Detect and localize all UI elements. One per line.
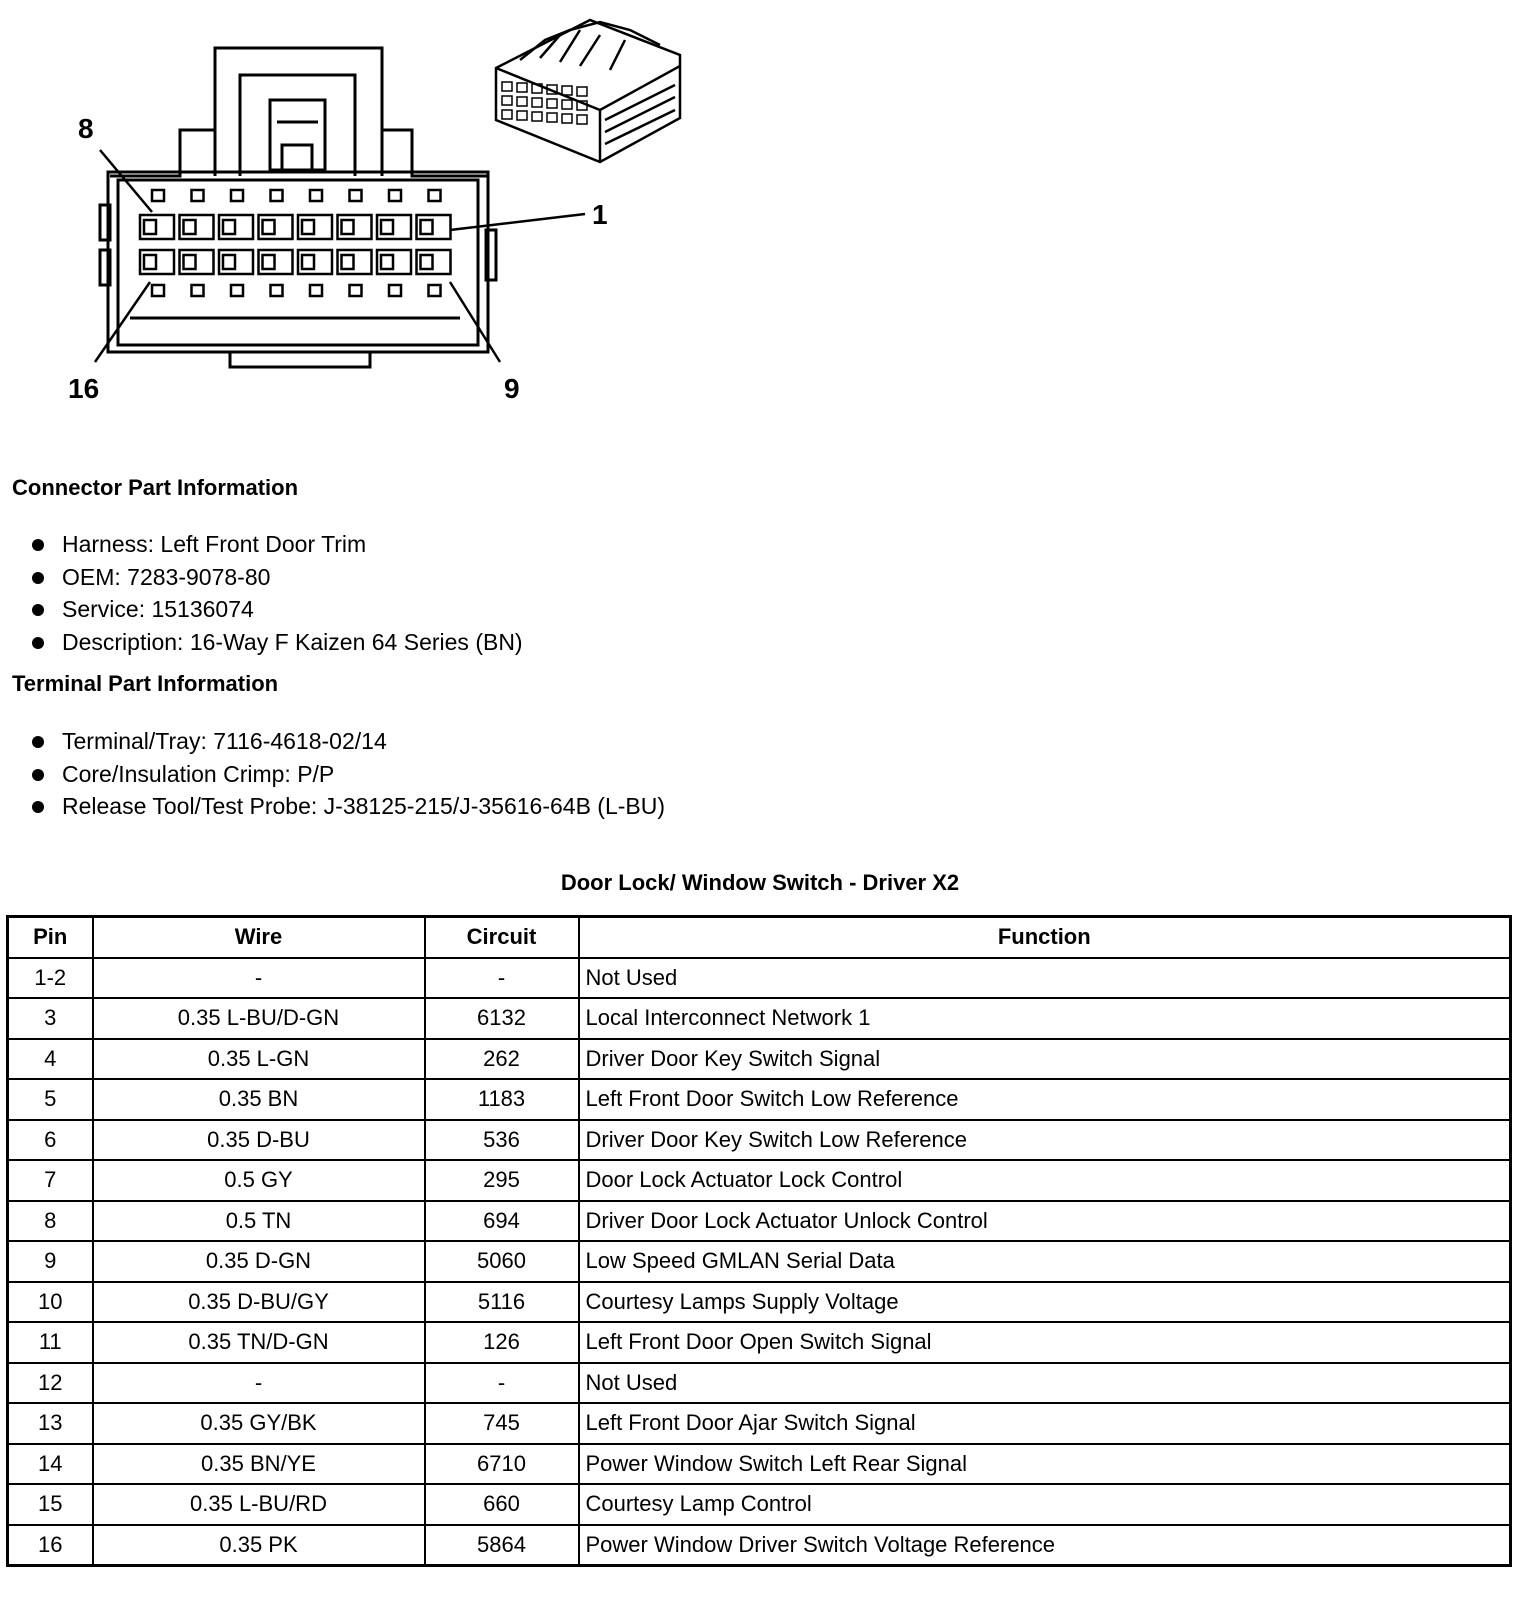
cavity-3d (547, 113, 557, 122)
cavity (381, 220, 393, 234)
table-title: Door Lock/ Window Switch - Driver X2 (560, 870, 960, 895)
table-header-row (8, 917, 1511, 958)
cavity (192, 285, 204, 296)
cell-pin: 1-2 (8, 958, 93, 999)
cell-pin: 3 (8, 998, 93, 1039)
cavity-3d (562, 86, 572, 95)
cell-function: Left Front Door Ajar Switch Signal (579, 1403, 1511, 1444)
cavity (421, 220, 433, 234)
table-row (8, 1444, 1511, 1485)
table-row (8, 1201, 1511, 1242)
table-row (8, 1484, 1511, 1525)
cell-function: Courtesy Lamp Control (579, 1484, 1511, 1525)
cell-wire: 0.35 TN/D-GN (93, 1322, 425, 1363)
cavity (144, 220, 156, 234)
table-row (8, 958, 1511, 999)
cell-pin: 15 (8, 1484, 93, 1525)
table-row (8, 1403, 1511, 1444)
table-row (8, 1241, 1511, 1282)
cavity-3d (502, 96, 512, 105)
cell-wire: 0.35 L-BU/D-GN (93, 998, 425, 1039)
list-item (30, 593, 523, 626)
cell-function: Driver Door Key Switch Low Reference (579, 1120, 1511, 1161)
cell-pin: 4 (8, 1039, 93, 1080)
cell-pin: 8 (8, 1201, 93, 1242)
cavity (389, 190, 401, 201)
terminal-cavities (140, 190, 451, 296)
cell-wire: 0.35 L-GN (93, 1039, 425, 1080)
cavity (184, 255, 196, 269)
pin-label-8: 8 (78, 113, 94, 144)
table-row (8, 1079, 1511, 1120)
cell-circuit: 262 (425, 1039, 579, 1080)
table-row (8, 1363, 1511, 1404)
cell-circuit: 6710 (425, 1444, 579, 1485)
list-item (30, 758, 665, 791)
connector-face (100, 48, 496, 367)
cell-function: Low Speed GMLAN Serial Data (579, 1241, 1511, 1282)
cell-function: Courtesy Lamps Supply Voltage (579, 1282, 1511, 1323)
table-row (8, 1120, 1511, 1161)
cell-wire: 0.35 L-BU/RD (93, 1484, 425, 1525)
list-item-text: OEM: 7283-9078-80 (62, 563, 271, 590)
bullet-icon (32, 572, 44, 584)
list-item-text: Harness: Left Front Door Trim (62, 531, 367, 557)
cell-pin: 14 (8, 1444, 93, 1485)
cavity (350, 190, 362, 201)
list-item (30, 626, 523, 659)
cell-circuit: - (425, 958, 579, 999)
cavity (342, 255, 354, 269)
cavity (152, 285, 164, 296)
table-row (8, 1322, 1511, 1363)
cell-wire: 0.35 PK (93, 1525, 425, 1566)
bullet-icon (32, 736, 44, 748)
list-item (30, 790, 665, 823)
cell-wire: 0.35 BN/YE (93, 1444, 425, 1485)
cell-pin: 13 (8, 1403, 93, 1444)
cell-wire: 0.35 BN (93, 1079, 425, 1120)
cell-pin: 12 (8, 1363, 93, 1404)
cavity (263, 255, 275, 269)
cell-circuit: 5864 (425, 1525, 579, 1566)
cavity (342, 220, 354, 234)
cavity-3d (517, 83, 527, 92)
cavity (223, 220, 235, 234)
cell-pin: 6 (8, 1120, 93, 1161)
connector-part-info-list (30, 528, 523, 658)
cavity (144, 255, 156, 269)
column-header-function: Function (579, 917, 1511, 958)
cavity (421, 255, 433, 269)
cavity (192, 190, 204, 201)
cavity (263, 220, 275, 234)
cavity-3d (502, 82, 512, 91)
cavity (310, 190, 322, 201)
cell-circuit: 295 (425, 1160, 579, 1201)
cell-function: Driver Door Key Switch Signal (579, 1039, 1511, 1080)
cavity-3d (562, 114, 572, 123)
list-item (30, 561, 523, 594)
cell-function: Driver Door Lock Actuator Unlock Control (579, 1201, 1511, 1242)
cavity-3d (517, 97, 527, 106)
cell-circuit: 5116 (425, 1282, 579, 1323)
bullet-icon (32, 769, 44, 781)
cavity-3d (577, 115, 587, 124)
cell-circuit: 745 (425, 1403, 579, 1444)
cavity-3d (502, 110, 512, 119)
cavity (310, 285, 322, 296)
terminal-part-info-list (30, 725, 665, 823)
cavity-3d (517, 111, 527, 120)
list-item-text: Terminal/Tray: 7116-4618-02/14 (62, 728, 387, 754)
cavity (429, 190, 441, 201)
cavity-3d (532, 112, 542, 121)
terminal-part-info-heading: Terminal Part Information (12, 671, 279, 696)
cavity-3d (532, 98, 542, 107)
cell-circuit: 1183 (425, 1079, 579, 1120)
column-header-pin: Pin (8, 917, 93, 958)
cavity (152, 190, 164, 201)
cell-wire: 0.35 D-BU/GY (93, 1282, 425, 1323)
cell-function: Power Window Driver Switch Voltage Reference (579, 1525, 1511, 1566)
table-row (8, 1160, 1511, 1201)
leader-lines (95, 150, 585, 362)
list-item-text: Service: 15136074 (62, 596, 254, 622)
cell-wire: 0.35 GY/BK (93, 1403, 425, 1444)
cavity (429, 285, 441, 296)
cell-wire: 0.5 TN (93, 1201, 425, 1242)
cell-function: Power Window Switch Left Rear Signal (579, 1444, 1511, 1485)
cell-function: Left Front Door Open Switch Signal (579, 1322, 1511, 1363)
table-row (8, 1525, 1511, 1566)
cell-function: Not Used (579, 1363, 1511, 1404)
cavity (350, 285, 362, 296)
cell-circuit: - (425, 1363, 579, 1404)
cell-wire: 0.5 GY (93, 1160, 425, 1201)
cavity (381, 255, 393, 269)
cell-circuit: 694 (425, 1201, 579, 1242)
cell-function: Not Used (579, 958, 1511, 999)
cell-circuit: 5060 (425, 1241, 579, 1282)
cell-pin: 9 (8, 1241, 93, 1282)
cavity (271, 285, 283, 296)
list-item-text: Description: 16-Way F Kaizen 64 Series (BN) (62, 628, 523, 655)
cavity (389, 285, 401, 296)
cavity (231, 190, 243, 201)
pin-label-16: 16 (68, 373, 100, 404)
list-item-text: Core/Insulation Crimp: P/P (62, 760, 335, 787)
cell-circuit: 536 (425, 1120, 579, 1161)
column-header-wire: Wire (93, 917, 425, 958)
cavity-3d (562, 100, 572, 109)
table-row (8, 998, 1511, 1039)
cavity (302, 255, 314, 269)
cavity (231, 285, 243, 296)
bullet-icon (32, 539, 44, 551)
cell-pin: 10 (8, 1282, 93, 1323)
cell-pin: 16 (8, 1525, 93, 1566)
cavity (223, 255, 235, 269)
cell-function: Local Interconnect Network 1 (579, 998, 1511, 1039)
connector-3d-illustration (496, 20, 680, 162)
cavity (302, 220, 314, 234)
cell-function: Left Front Door Switch Low Reference (579, 1079, 1511, 1120)
cell-pin: 5 (8, 1079, 93, 1120)
list-item-text: Release Tool/Test Probe: J-38125-215/J-35616-64B (L-BU) (62, 793, 666, 819)
cavity-3d (577, 87, 587, 96)
bullet-icon (32, 637, 44, 649)
cell-circuit: 6132 (425, 998, 579, 1039)
table-row (8, 1282, 1511, 1323)
table-body (8, 958, 1511, 1566)
cell-wire: - (93, 958, 425, 999)
cavity (271, 190, 283, 201)
pin-label-1: 1 (592, 199, 608, 230)
bullet-icon (32, 801, 44, 813)
cavity-3d (547, 99, 557, 108)
cell-wire: 0.35 D-GN (93, 1241, 425, 1282)
cell-wire: 0.35 D-BU (93, 1120, 425, 1161)
cell-pin: 11 (8, 1322, 93, 1363)
column-header-circuit: Circuit (425, 917, 579, 958)
list-item (30, 528, 523, 561)
connector-diagram (0, 0, 720, 430)
cavity (184, 220, 196, 234)
list-item (30, 725, 665, 758)
cell-circuit: 126 (425, 1322, 579, 1363)
pinout-table (6, 915, 1512, 1567)
bullet-icon (32, 604, 44, 616)
pin-label-9: 9 (504, 373, 520, 404)
cell-pin: 7 (8, 1160, 93, 1201)
cell-circuit: 660 (425, 1484, 579, 1525)
table-row (8, 1039, 1511, 1080)
cell-function: Door Lock Actuator Lock Control (579, 1160, 1511, 1201)
cell-wire: - (93, 1363, 425, 1404)
connector-part-info-heading: Connector Part Information (12, 475, 299, 500)
